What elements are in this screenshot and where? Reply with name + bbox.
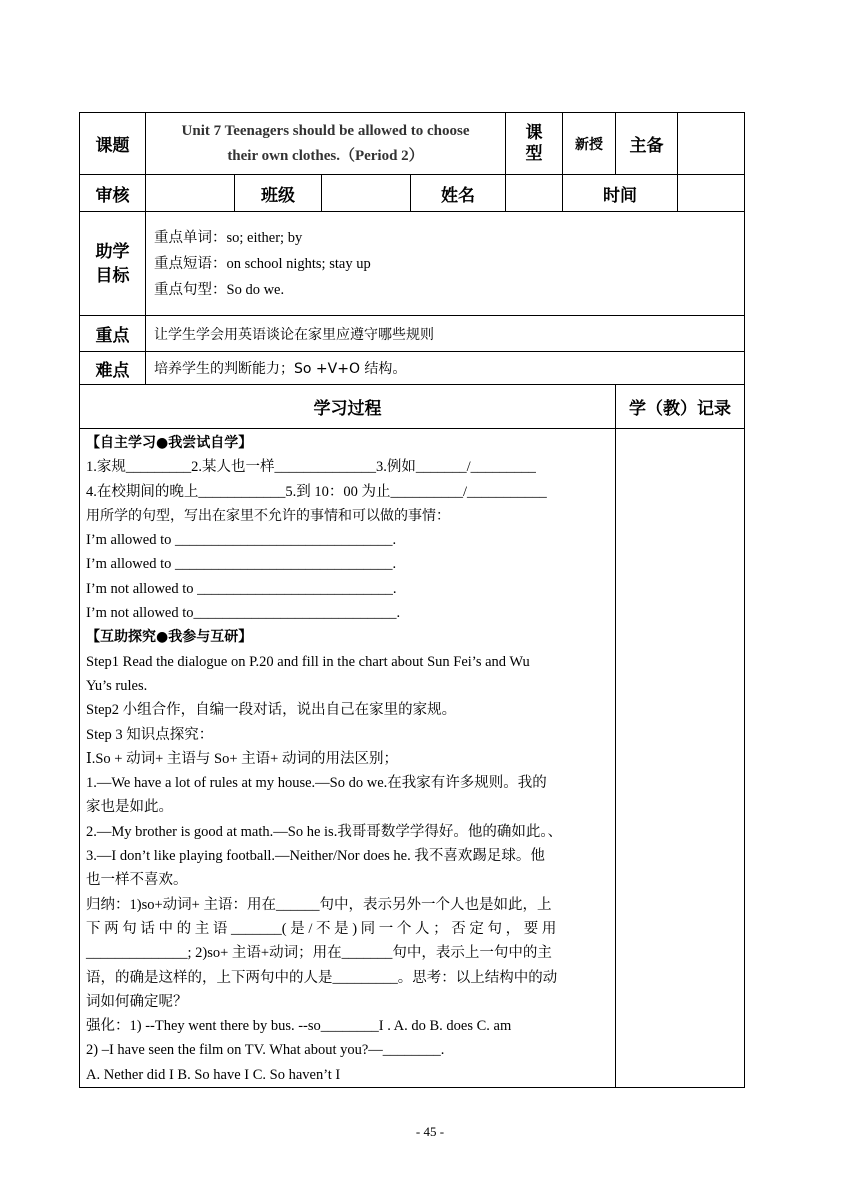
writing-instruction: 用所学的句型，写出在家里不允许的事情和可以做的事情：	[86, 507, 450, 524]
time-label: 时间	[563, 175, 678, 212]
row-topic	[80, 113, 745, 175]
allowed-line-1: I’m allowed to ______________________________.	[86, 532, 397, 549]
key-point-label: 重点	[80, 316, 146, 352]
exercise-2: 2) –I have seen the film on TV. What about you?—________.	[86, 1042, 445, 1059]
page-number: - 45 -	[415, 1124, 445, 1139]
topic-title	[146, 113, 506, 175]
example1-line-2: 家也是如此。	[86, 799, 173, 816]
class-value	[322, 175, 411, 212]
goal-phrases: 重点短语：on school nights; stay up	[154, 255, 371, 272]
step3-line: Step 3 知识点探究：	[86, 726, 214, 743]
section-cooperative: 【互助探究●我参与互研】	[86, 629, 253, 646]
row-difficult-point	[80, 352, 745, 385]
review-label: 审核	[80, 175, 146, 212]
row-review	[80, 175, 745, 212]
key-point-text: 让学生学会用英语谈论在家里应遵守哪些规则	[146, 316, 745, 352]
goal-sentences: 重点句型：So do we.	[154, 281, 285, 298]
example1-line-1: 1.—We have a lot of rules at my house.—So do we.在我家有许多规则。我的	[86, 775, 547, 792]
record-content	[616, 429, 745, 1088]
exercise-2-options: A. Nether did I B. So have I C. So haven’t I	[86, 1066, 341, 1083]
topic-label: 课题	[80, 113, 146, 175]
summary-line-5: 词如何确定呢？	[86, 993, 188, 1010]
vocab-line-1: 1.家规_________2.某人也一样______________3.例如_______/_________	[86, 459, 536, 476]
goals-label: 助学目标	[80, 212, 146, 316]
summary-line-2: 下 两 句 话 中 的 主 语 _______( 是 / 不 是 ) 同 一 个 人 ； 否 定 句 ， 要 用	[86, 920, 557, 937]
allowed-line-2: I’m allowed to ______________________________.	[86, 556, 397, 573]
not-allowed-line-1: I’m not allowed to ___________________________.	[86, 580, 397, 597]
time-value	[678, 175, 745, 212]
difficult-point-text: 培养学生的判断能力；So +V+O 结构。	[146, 352, 745, 385]
grammar-heading: Ⅰ.So + 动词+ 主语与 So+ 主语+ 动词的用法区别；	[86, 750, 398, 767]
example3-line-1: 3.—I don’t like playing football.—Neither/Nor does he. 我不喜欢踢足球。他	[86, 848, 545, 865]
step1-line-2: Yu’s rules.	[86, 677, 148, 694]
section-self-study: 【自主学习●我尝试自学】	[86, 435, 253, 451]
record-title: 学（教）记录	[616, 385, 745, 429]
class-label: 班级	[235, 175, 322, 212]
name-label: 姓名	[411, 175, 506, 212]
not-allowed-line-2: I’m not allowed to____________________________.	[86, 605, 401, 622]
prepare-value	[678, 113, 745, 175]
type-label: 课型	[506, 113, 563, 175]
step1-line-1: Step1 Read the dialogue on P.20 and fill in the chart about Sun Fei’s and Wu	[86, 653, 530, 670]
type-value: 新授	[563, 113, 616, 175]
review-value	[146, 175, 235, 212]
summary-line-3: ______________; 2)so+ 主语+动词；用在_______句中，表示上一句中的主	[86, 945, 552, 962]
summary-line-4: 语，的确是这样的，上下两句中的人是_________。思考：以上结构中的动	[86, 969, 558, 986]
exercise-1: 强化：1) --They went there by bus. --so________I . A. do B. does C. am	[86, 1018, 512, 1035]
vocab-line-2: 4.在校期间的晚上____________5.到 10：00 为止__________/___________	[86, 483, 547, 500]
step2-line: Step2 小组合作，自编一段对话，说出自己在家里的家规。	[86, 702, 457, 719]
process-title: 学习过程	[80, 385, 616, 429]
difficult-point-label: 难点	[80, 352, 146, 385]
row-goals	[80, 212, 745, 316]
summary-line-1: 归纳：1)so+动词+ 主语：用在______句中，表示另外一个人也是如此，上	[86, 896, 552, 913]
topic-title-line1: Unit 7 Teenagers should be allowed to choose	[181, 122, 470, 139]
lesson-plan-table	[79, 112, 745, 1088]
example3-line-2: 也一样不喜欢。	[86, 872, 188, 889]
row-key-point	[80, 316, 745, 352]
process-content	[80, 429, 616, 1088]
name-value	[506, 175, 563, 212]
prepare-label: 主备	[616, 113, 678, 175]
row-process-body	[80, 429, 745, 1088]
topic-title-line2: their own clothes.（Period 2）	[227, 147, 424, 164]
goal-words: 重点单词：so; either; by	[154, 229, 303, 246]
goals-content	[146, 212, 745, 316]
example2-line: 2.—My brother is good at math.—So he is.我哥哥数学学得好。他的确如此。、	[86, 823, 563, 840]
row-process-header	[80, 385, 745, 429]
